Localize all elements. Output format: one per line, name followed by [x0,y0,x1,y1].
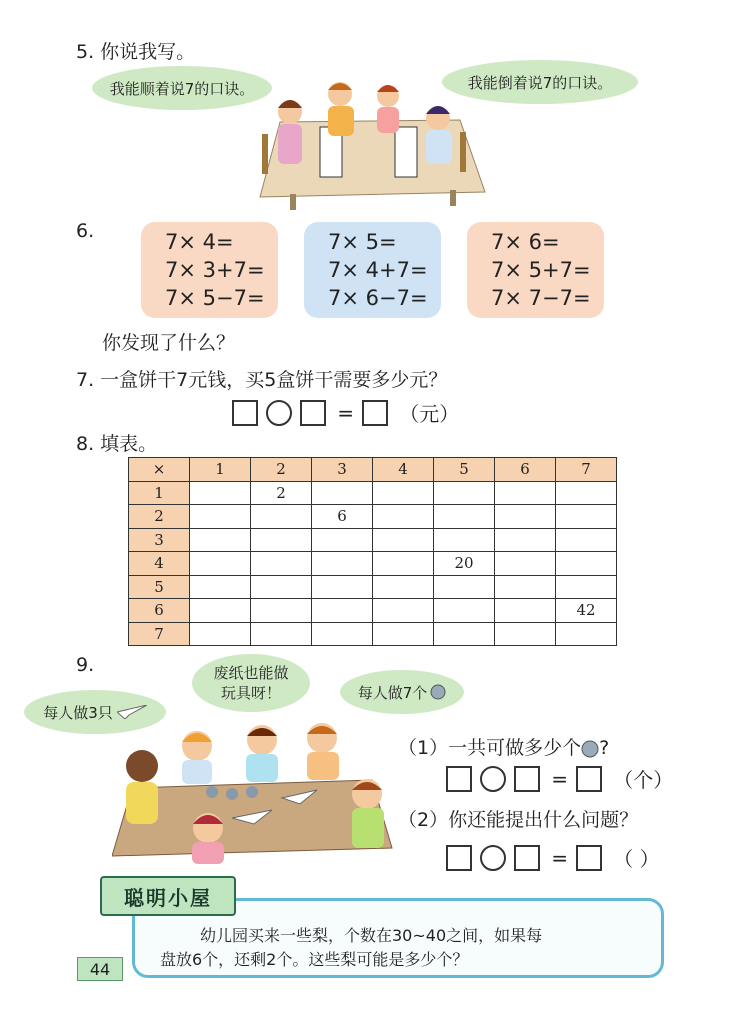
q6-group-3: 7× 6= 7× 5+7= 7× 7−7= [467,222,604,318]
q9-sub1: （1）一共可做多少个 ? [398,737,610,759]
unit-label: （元） [399,402,460,426]
table-cell[interactable] [373,622,434,646]
page-number: 44 [77,957,123,981]
operator-circle[interactable] [266,400,292,426]
table-cell[interactable] [434,481,495,505]
table-cell[interactable] [251,622,312,646]
table-cell[interactable] [190,622,251,646]
header-cell: 6 [495,458,556,482]
row-header-cell: 6 [129,599,190,623]
header-cell: 3 [312,458,373,482]
table-cell[interactable] [434,575,495,599]
header-cell: 4 [373,458,434,482]
header-cell: 1 [190,458,251,482]
table-cell[interactable] [556,552,617,576]
table-cell[interactable] [556,622,617,646]
q6-group-1: 7× 4= 7× 3+7= 7× 5−7= [141,222,278,318]
speech-bubble-right: 我能倒着说7的口诀。 [442,60,638,104]
table-cell[interactable] [251,528,312,552]
table-cell[interactable]: 6 [312,505,373,529]
operator-circle[interactable] [480,845,506,871]
children-at-table-illustration [250,72,490,212]
table-cell[interactable] [312,599,373,623]
table-cell[interactable] [495,599,556,623]
table-cell[interactable] [495,505,556,529]
table-cell[interactable]: 42 [556,599,617,623]
table-cell[interactable] [312,481,373,505]
table-row [129,481,617,505]
q9-answer-row-2 [446,843,663,872]
q7-answer-row [232,398,462,427]
table-cell[interactable] [434,622,495,646]
table-cell[interactable] [251,552,312,576]
table-cell[interactable] [556,481,617,505]
unit-label: （个） [613,768,674,792]
answer-box[interactable] [446,766,472,792]
table-cell[interactable] [495,575,556,599]
table-cell[interactable] [251,599,312,623]
answer-box[interactable] [232,400,258,426]
table-cell[interactable] [312,575,373,599]
row-header-cell: 5 [129,575,190,599]
table-cell[interactable] [495,622,556,646]
answer-box[interactable] [514,845,540,871]
answer-box[interactable] [300,400,326,426]
row-header-cell: 3 [129,528,190,552]
q6-question: 你发现了什么？ [102,332,236,354]
answer-box[interactable] [514,766,540,792]
table-cell[interactable] [373,599,434,623]
table-row [129,505,617,529]
table-row [129,528,617,552]
speech-bubble-q9-middle: 废纸也能做 玩具呀！ [192,654,310,712]
table-cell[interactable] [251,575,312,599]
answer-box[interactable] [362,400,388,426]
table-cell[interactable] [373,481,434,505]
table-cell[interactable]: 2 [251,481,312,505]
table-cell[interactable] [434,505,495,529]
row-header-cell: 7 [129,622,190,646]
table-cell[interactable] [312,528,373,552]
q6-group-2: 7× 5= 7× 4+7= 7× 6−7= [304,222,441,318]
table-cell[interactable] [495,552,556,576]
header-cell: 2 [251,458,312,482]
q9-answer-row-1 [446,764,676,793]
header-cell: 7 [556,458,617,482]
speech-bubble-q9-left: 每人做3只 [24,690,166,734]
row-header-cell: 4 [129,552,190,576]
table-cell[interactable] [312,622,373,646]
table-cell[interactable] [434,599,495,623]
paper-ball-icon [430,684,446,700]
table-cell[interactable] [373,505,434,529]
table-cell[interactable] [190,575,251,599]
table-cell[interactable] [495,481,556,505]
table-cell[interactable] [251,505,312,529]
table-cell[interactable] [190,599,251,623]
table-cell[interactable] [556,505,617,529]
table-cell[interactable] [373,575,434,599]
unit-label: （ ） [613,847,660,871]
header-cell: 5 [434,458,495,482]
answer-box[interactable] [576,766,602,792]
answer-box[interactable] [446,845,472,871]
table-cell[interactable] [556,528,617,552]
table-cell[interactable] [373,552,434,576]
table-cell[interactable] [190,505,251,529]
paper-ball-icon [581,740,599,758]
equals-sign: = [337,400,355,425]
table-cell[interactable] [495,528,556,552]
header-cell: × [129,458,190,482]
speech-bubble-q9-right: 每人做7个 [340,670,464,714]
q7-text: 7. 一盒饼干7元钱，买5盒饼干需要多少元？ [76,369,448,391]
equals-sign: = [551,766,569,791]
table-cell[interactable] [434,528,495,552]
table-cell[interactable] [556,575,617,599]
table-cell[interactable] [312,552,373,576]
equals-sign: = [551,845,569,870]
q8-title: 8. 填表。 [76,433,158,455]
children-crafting-illustration [112,708,402,866]
table-cell[interactable] [190,481,251,505]
table-cell[interactable] [190,528,251,552]
table-row [129,552,617,576]
table-cell[interactable] [190,552,251,576]
smart-house-title: 聪明小屋 [100,876,236,916]
speech-bubble-left: 我能顺着说7的口诀。 [92,66,272,110]
q5-title: 5. 你说我写。 [76,41,196,63]
table-row [129,622,617,646]
table-cell[interactable] [373,528,434,552]
table-header-row [129,458,617,482]
q6-number: 6. [76,220,95,242]
table-row [129,599,617,623]
smart-house-text: 幼儿园买来一些梨，个数在30~40之间，如果每 盘放6个，还剩2个。这些梨可能是多少个？ [160,926,543,969]
row-header-cell: 1 [129,481,190,505]
answer-box[interactable] [576,845,602,871]
multiplication-table [128,457,617,646]
table-row [129,575,617,599]
table-cell[interactable]: 20 [434,552,495,576]
operator-circle[interactable] [480,766,506,792]
q9-sub2: （2）你还能提出什么问题？ [398,809,639,831]
row-header-cell: 2 [129,505,190,529]
q9-number: 9. [76,654,95,676]
